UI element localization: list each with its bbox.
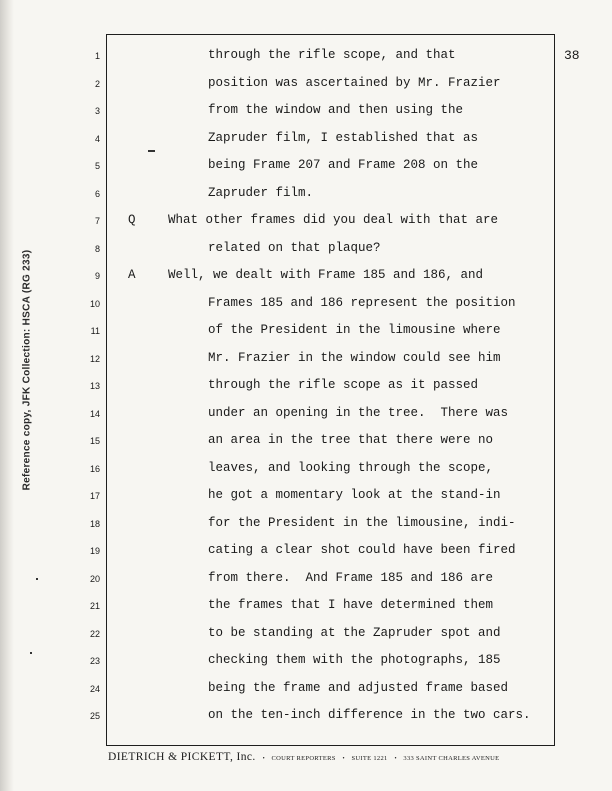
transcript-line bbox=[0, 460, 612, 480]
line-number: 9 bbox=[94, 271, 100, 281]
transcript-line bbox=[0, 432, 612, 452]
speaker-label: Q bbox=[128, 213, 136, 227]
reference-side-note-text: Reference copy, JFK Collection: HSCA (RG 233) bbox=[21, 249, 33, 491]
transcript-line bbox=[0, 267, 612, 287]
line-text: for the President in the limousine, indi- bbox=[208, 515, 516, 530]
line-text: checking them with the photographs, 185 bbox=[208, 653, 501, 667]
line-text: Zapruder film. bbox=[208, 185, 314, 200]
transcript-line bbox=[0, 377, 612, 397]
transcript-line bbox=[0, 625, 612, 645]
line-number: 22 bbox=[89, 628, 100, 639]
line-number: 16 bbox=[89, 463, 100, 474]
line-text: the frames that I have determined them bbox=[208, 598, 494, 612]
line-text: related on that plaque? bbox=[208, 240, 381, 255]
line-number: 10 bbox=[89, 298, 100, 309]
footer-separator: • bbox=[262, 756, 265, 762]
transcript-line bbox=[0, 212, 612, 232]
transcript-line bbox=[0, 322, 612, 342]
line-number: 1 bbox=[94, 51, 100, 61]
line-number: 4 bbox=[94, 133, 100, 144]
line-text: leaves, and looking through the scope, bbox=[208, 460, 494, 475]
transcript-line bbox=[0, 487, 612, 507]
transcript-line bbox=[0, 405, 612, 425]
transcript-line bbox=[0, 542, 612, 562]
line-number: 12 bbox=[89, 353, 100, 364]
transcript-line bbox=[0, 680, 612, 700]
line-text: through the rifle scope, and that bbox=[208, 48, 456, 62]
footer-separator: • bbox=[394, 756, 397, 762]
line-text: from the window and then using the bbox=[208, 103, 464, 117]
transcript-line bbox=[0, 240, 612, 260]
line-text: Zapruder film, I established that as bbox=[208, 130, 479, 145]
line-text: to be standing at the Zapruder spot and bbox=[208, 625, 501, 640]
transcript-line bbox=[0, 652, 612, 672]
line-text: of the President in the limousine where bbox=[208, 323, 501, 337]
transcript-line bbox=[0, 350, 612, 370]
line-text: on the ten-inch difference in the two cars. bbox=[208, 708, 531, 722]
footer-suite: SUITE 1221 bbox=[351, 755, 388, 762]
page-number: 38 bbox=[564, 48, 580, 63]
line-number: 25 bbox=[89, 711, 100, 721]
line-text: Well, we dealt with Frame 185 and 186, and bbox=[168, 268, 484, 282]
transcript-line bbox=[0, 597, 612, 617]
line-text: under an opening in the tree. There was bbox=[208, 405, 509, 420]
line-number: 14 bbox=[89, 408, 100, 419]
line-text: Mr. Frazier in the window could see him bbox=[208, 350, 501, 365]
line-text: from there. And Frame 185 and 186 are bbox=[208, 570, 494, 585]
line-text: being Frame 207 and Frame 208 on the bbox=[208, 158, 479, 172]
line-text: cating a clear shot could have been fired bbox=[208, 543, 516, 557]
line-number: 6 bbox=[94, 188, 100, 199]
transcript-line bbox=[0, 47, 612, 67]
transcript-line bbox=[0, 130, 612, 150]
line-number: 2 bbox=[94, 78, 100, 89]
footer-separator: • bbox=[342, 756, 345, 762]
line-text: through the rifle scope as it passed bbox=[208, 378, 479, 392]
footer-role: COURT REPORTERS bbox=[271, 755, 336, 762]
line-number: 19 bbox=[89, 546, 100, 556]
line-number: 15 bbox=[89, 436, 100, 446]
transcript-line bbox=[0, 157, 612, 177]
transcript-line bbox=[0, 515, 612, 535]
line-number: 8 bbox=[94, 243, 100, 254]
transcript-line bbox=[0, 75, 612, 95]
footer-address: 333 SAINT CHARLES AVENUE bbox=[403, 755, 500, 762]
transcript-line bbox=[0, 295, 612, 315]
line-number: 11 bbox=[90, 326, 100, 336]
line-text: position was ascertained by Mr. Frazier bbox=[208, 75, 501, 90]
line-number: 3 bbox=[94, 106, 100, 116]
transcript-line bbox=[0, 185, 612, 205]
line-number: 13 bbox=[89, 381, 100, 391]
line-text: being the frame and adjusted frame based bbox=[208, 680, 509, 695]
line-number: 24 bbox=[89, 683, 100, 694]
line-number: 18 bbox=[89, 518, 100, 529]
line-text: Frames 185 and 186 represent the position bbox=[208, 295, 516, 310]
line-number: 23 bbox=[89, 656, 100, 666]
transcript-line bbox=[0, 707, 612, 727]
line-number: 20 bbox=[89, 573, 100, 584]
footer-firm: DIETRICH & PICKETT, Inc. bbox=[108, 751, 256, 763]
line-text: he got a momentary look at the stand-in bbox=[208, 488, 501, 502]
line-number: 7 bbox=[94, 216, 100, 226]
transcript-line bbox=[0, 102, 612, 122]
line-number: 17 bbox=[89, 491, 100, 501]
speaker-label: A bbox=[128, 268, 136, 282]
line-text: What other frames did you deal with that are bbox=[168, 213, 499, 227]
line-text: an area in the tree that there were no bbox=[208, 433, 494, 447]
transcript-line bbox=[0, 570, 612, 590]
line-number: 5 bbox=[94, 161, 100, 171]
page-footer bbox=[108, 751, 558, 763]
line-number: 21 bbox=[89, 601, 100, 611]
